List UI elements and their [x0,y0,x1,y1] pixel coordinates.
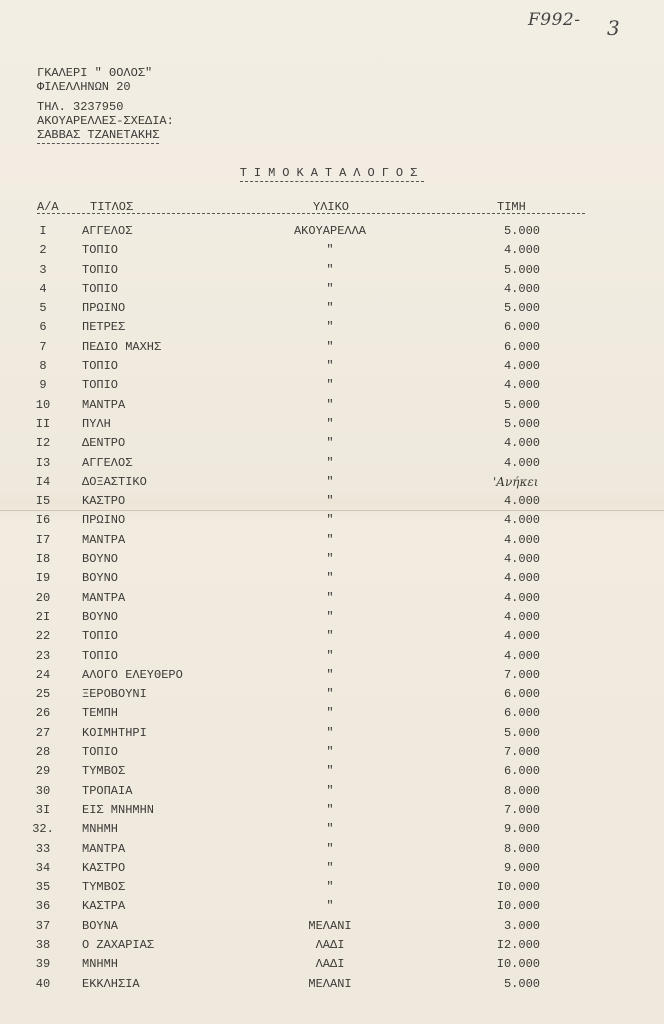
artwork-title: ΑΓΓΕΛΟΣ [82,455,133,470]
row-number: 5 [39,301,47,316]
table-row [0,745,664,764]
artwork-price: I0.000 [496,880,540,895]
artwork-material: " [326,494,334,509]
table-row [0,803,664,822]
artwork-price: 7.000 [503,802,540,817]
row-number: 39 [35,957,51,972]
artwork-title: ΤΡΟΠΑΙΑ [82,783,133,798]
artist-name: ΣΑΒΒΑΣ ΤΖΑΝΕΤΑΚΗΣ [37,128,160,142]
table-row [0,629,664,648]
artwork-material: " [326,455,334,470]
row-number: I6 [35,513,51,528]
table-row [0,649,664,668]
artwork-title: ΔΕΝΤΡΟ [82,436,126,451]
table-row [0,726,664,745]
artwork-title: ΠΡΩΙΝΟ [82,513,126,528]
table-row [0,571,664,590]
row-number: 2 [39,243,47,258]
table-row [0,301,664,320]
gallery-address: ΦΙΛΕΛΛΗΝΩΝ 20 [37,80,131,94]
artwork-material: " [326,629,334,644]
table-row [0,224,664,243]
artwork-material: " [326,474,334,489]
row-number: 29 [35,764,51,779]
row-number: I7 [35,532,51,547]
artwork-title: ΑΓΓΕΛΟΣ [82,224,133,238]
column-header-price: ΤΙΜΗ [497,200,526,214]
artwork-price: 5.000 [503,725,540,740]
artwork-title: ΤΥΜΒΟΣ [82,880,126,895]
artwork-title: ΤΟΠΙΟ [82,262,119,277]
artwork-material: " [326,706,334,721]
artwork-title: ΒΟΥΝΑ [82,918,119,933]
column-header-material: ΥΛΙΚΟ [313,200,350,214]
artwork-title: ΤΟΠΙΟ [82,378,119,393]
artwork-title: ΒΟΥΝΟ [82,552,119,567]
table-row [0,822,664,841]
row-number: I8 [35,552,51,567]
artwork-title: ΜΝΗΜΗ [82,822,119,837]
artwork-title: ΤΟΠΙΟ [82,359,119,374]
row-number: I [39,224,47,238]
artwork-material: " [326,243,334,258]
table-row [0,398,664,417]
table-row [0,919,664,938]
artwork-price: 8.000 [503,841,540,856]
artwork-material: ΜΕΛΑΝΙ [308,918,352,933]
header-rule [37,213,585,214]
artwork-price: 5.000 [503,397,540,412]
table-row [0,899,664,918]
artwork-title: ΑΛΟΓΟ ΕΛΕΥΘΕΡΟ [82,667,183,682]
artwork-material: " [326,281,334,296]
table-row [0,243,664,262]
table-row [0,861,664,880]
artwork-title: ΒΟΥΝΟ [82,609,119,624]
row-number: 34 [35,860,51,875]
row-number: 2I [35,609,51,624]
artwork-material: " [326,378,334,393]
gallery-name: ΓΚΑΛΕΡΙ " ΘΟΛΟΣ" [37,66,153,80]
table-row [0,957,664,976]
artwork-title: ΚΑΣΤΡΑ [82,899,126,914]
artwork-price: 3.000 [503,918,540,933]
artwork-title: ΠΡΩΙΝΟ [82,301,126,316]
artwork-price: 5.000 [503,262,540,277]
row-number: 40 [35,976,51,991]
artwork-title: ΜΑΝΤΡΑ [82,590,126,605]
artwork-title: ΤΟΠΙΟ [82,648,119,663]
column-header-title: ΤΙΤΛΟΣ [90,200,134,214]
table-row [0,687,664,706]
gallery-header [37,66,174,144]
table-row [0,417,664,436]
artwork-material: " [326,532,334,547]
row-number: 28 [35,745,51,760]
artwork-material: " [326,609,334,624]
artwork-title: ΠΥΛΗ [82,416,111,431]
artwork-title: ΚΑΣΤΡΟ [82,494,126,509]
artwork-price: 8.000 [503,783,540,798]
artwork-material: " [326,745,334,760]
artwork-title: ΤΟΠΙΟ [82,243,119,258]
row-number: 36 [35,899,51,914]
row-number: 32. [32,822,54,837]
table-row [0,263,664,282]
table-row [0,494,664,513]
artwork-price: 4.000 [503,378,540,393]
artwork-material: " [326,822,334,837]
handwritten-page-number: 3 [607,16,620,40]
artwork-price: 4.000 [503,513,540,528]
artwork-title: ΔΟΞΑΣΤΙΚΟ [82,474,147,489]
table-row [0,282,664,301]
artwork-price: I2.000 [496,937,540,952]
artwork-material: " [326,416,334,431]
table-row [0,320,664,339]
row-number: II [35,416,51,431]
row-number: 4 [39,281,47,296]
table-row [0,456,664,475]
artwork-price: 4.000 [503,552,540,567]
artwork-title: ΜΑΝΤΡΑ [82,397,126,412]
table-row [0,552,664,571]
artwork-material: " [326,725,334,740]
row-number: I9 [35,571,51,586]
artwork-price: 4.000 [503,648,540,663]
artwork-title: ΕΚΚΛΗΣΙΑ [82,976,140,991]
row-number: 9 [39,378,47,393]
artwork-material: " [326,667,334,682]
artwork-price: 'Ανήκει [493,474,539,489]
row-number: 10 [35,397,51,412]
artwork-material: " [326,552,334,567]
artwork-material: ΛΑΔΙ [315,957,345,972]
artwork-price: 6.000 [503,706,540,721]
artwork-material: " [326,687,334,702]
artwork-title: ΤΕΜΠΗ [82,706,119,721]
table-row [0,764,664,783]
artwork-price: 5.000 [503,224,540,238]
artwork-title: ΜΑΝΤΡΑ [82,532,126,547]
artwork-price: I0.000 [496,899,540,914]
artwork-price: 4.000 [503,243,540,258]
artwork-title: ΤΟΠΙΟ [82,629,119,644]
artwork-title: ΞΕΡΟΒΟΥΝΙ [82,687,147,702]
table-row [0,533,664,552]
artwork-price: 6.000 [503,764,540,779]
artwork-material: " [326,860,334,875]
handwritten-reference: F992- [528,10,581,30]
artwork-material: " [326,397,334,412]
row-number: 25 [35,687,51,702]
artwork-price: 5.000 [503,416,540,431]
artwork-material: ΑΚΟΥΑΡΕΛΛΑ [293,224,366,238]
artwork-material: ΜΕΛΑΝΙ [308,976,352,991]
row-number: 3 [39,262,47,277]
table-row [0,475,664,494]
row-number: 37 [35,918,51,933]
artwork-price: 5.000 [503,976,540,991]
artwork-price: 4.000 [503,571,540,586]
artwork-material: " [326,783,334,798]
table-row [0,359,664,378]
artwork-title: ΚΟΙΜΗΤΗΡΙ [82,725,147,740]
table-row [0,938,664,957]
price-list-title: ΤΙΜΟΚΑΤΑΛΟΓΟΣ [239,166,425,180]
table-row [0,668,664,687]
row-number: 6 [39,320,47,335]
row-number: 7 [39,339,47,354]
artwork-material: " [326,899,334,914]
artwork-material: " [326,880,334,895]
artwork-price: 6.000 [503,687,540,702]
artwork-material: " [326,571,334,586]
row-number: 3I [35,802,51,817]
artwork-material: " [326,301,334,316]
artwork-price: 6.000 [503,339,540,354]
artwork-price: 4.000 [503,532,540,547]
artwork-title: ΠΕΔΙΟ ΜΑΧΗΣ [82,339,162,354]
row-number: 35 [35,880,51,895]
row-number: I5 [35,494,51,509]
table-row [0,842,664,861]
artwork-material: " [326,648,334,663]
table-row [0,610,664,629]
artwork-material: " [326,262,334,277]
row-number: 33 [35,841,51,856]
artwork-price: I0.000 [496,957,540,972]
row-number: 8 [39,359,47,374]
row-number: 38 [35,937,51,952]
artwork-price: 9.000 [503,822,540,837]
artwork-material: " [326,436,334,451]
artwork-material: " [326,320,334,335]
artwork-material: " [326,513,334,528]
row-number: 27 [35,725,51,740]
artwork-price: 4.000 [503,359,540,374]
artwork-price: 7.000 [503,745,540,760]
row-number: 20 [35,590,51,605]
table-row [0,340,664,359]
artwork-title: Ο ΖΑΧΑΡΙΑΣ [82,937,155,952]
table-row [0,436,664,455]
row-number: 26 [35,706,51,721]
artwork-material: " [326,359,334,374]
artwork-title: ΤΟΠΙΟ [82,281,119,296]
artwork-title: ΠΕΤΡΕΣ [82,320,126,335]
artwork-material: ΛΑΔΙ [315,937,345,952]
artwork-price: 9.000 [503,860,540,875]
row-number: 22 [35,629,51,644]
table-row [0,378,664,397]
artwork-price: 4.000 [503,455,540,470]
table-row [0,977,664,996]
artwork-price: 4.000 [503,629,540,644]
table-row [0,880,664,899]
artwork-title: ΜΝΗΜΗ [82,957,119,972]
artwork-title: ΤΟΠΙΟ [82,745,119,760]
row-number: 30 [35,783,51,798]
table-row [0,784,664,803]
table-row [0,591,664,610]
row-number: 24 [35,667,51,682]
column-header-aa: Α/Α [37,200,59,214]
artwork-material: " [326,590,334,605]
artwork-material: " [326,841,334,856]
artwork-price: 4.000 [503,494,540,509]
exhibit-type: ΑΚΟΥΑΡΕΛΛΕΣ-ΣΧΕΔΙΑ: [37,114,174,128]
artwork-material: " [326,802,334,817]
artwork-price: 4.000 [503,281,540,296]
artwork-price: 4.000 [503,436,540,451]
artwork-title: ΒΟΥΝΟ [82,571,119,586]
row-number: I2 [35,436,51,451]
gallery-phone: ΤΗΛ. 3237950 [37,100,124,114]
row-number: I4 [35,474,51,489]
artwork-price: 5.000 [503,301,540,316]
artwork-price: 4.000 [503,609,540,624]
artwork-title: ΕΙΣ ΜΝΗΜΗΝ [82,802,155,817]
artwork-material: " [326,764,334,779]
table-row [0,513,664,532]
artwork-title: ΜΑΝΤΡΑ [82,841,126,856]
artwork-material: " [326,339,334,354]
row-number: 23 [35,648,51,663]
artwork-price: 4.000 [503,590,540,605]
artwork-title: ΤΥΜΒΟΣ [82,764,126,779]
row-number: I3 [35,455,51,470]
price-list-table [0,224,664,996]
artwork-price: 6.000 [503,320,540,335]
artwork-title: ΚΑΣΤΡΟ [82,860,126,875]
artwork-price: 7.000 [503,667,540,682]
table-row [0,706,664,725]
